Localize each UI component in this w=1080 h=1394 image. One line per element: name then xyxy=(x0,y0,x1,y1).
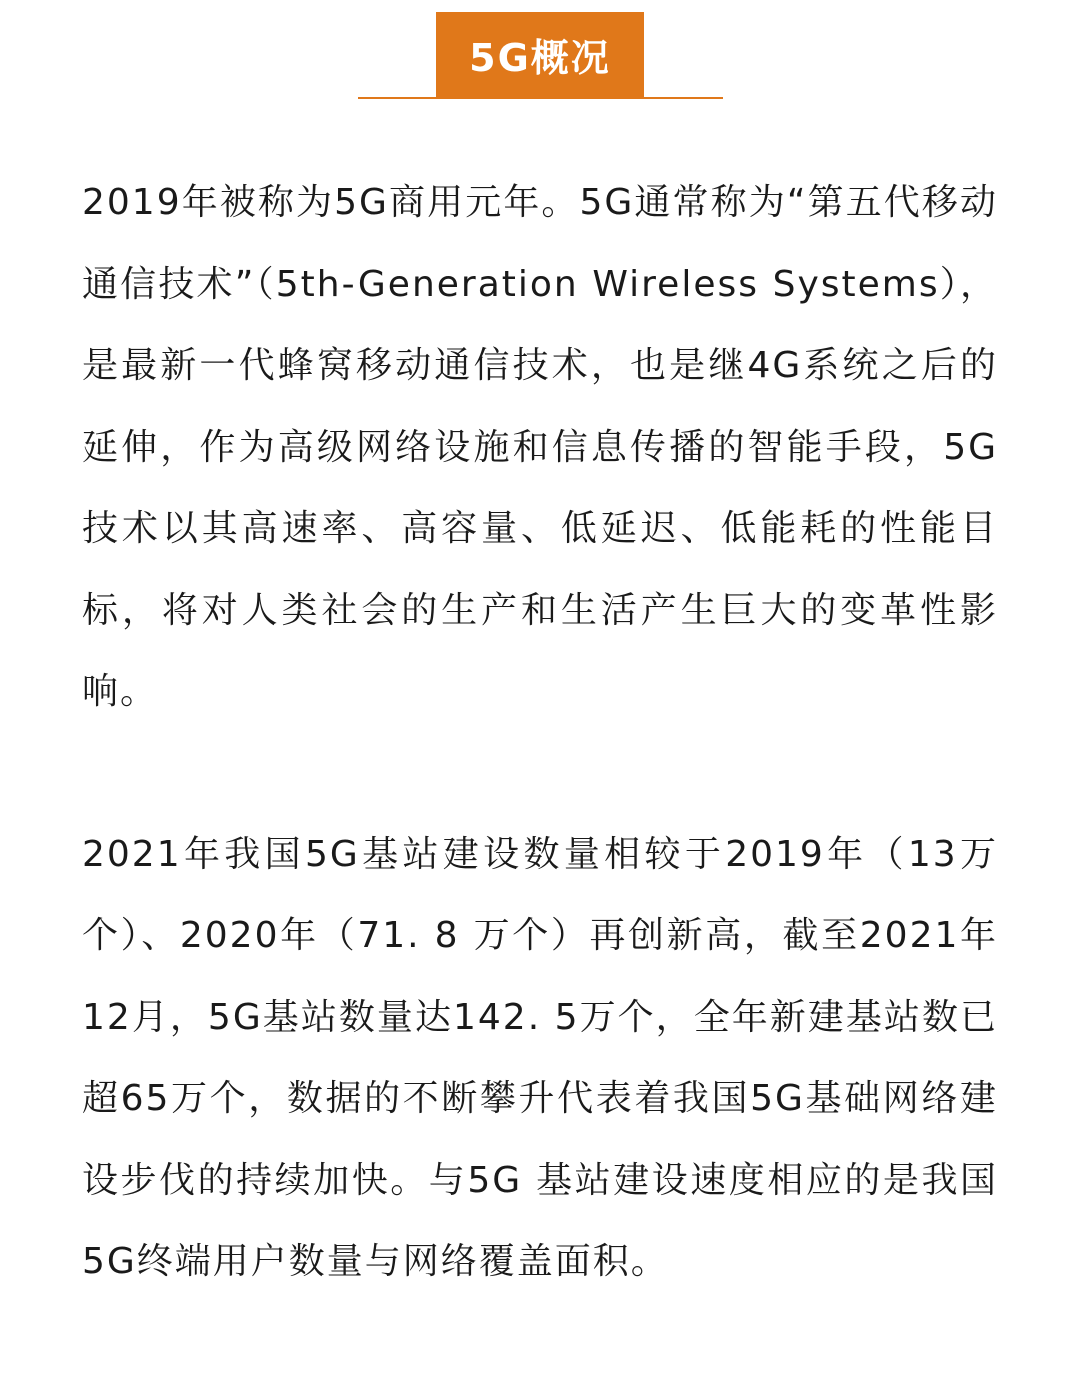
section-header xyxy=(0,0,1080,110)
title-underline xyxy=(358,97,723,99)
paragraph-5g-commercial-year: 2019年被称为5G商用元年。5G通常称为“第五代移动通信技术”（5th-Generation Wireless Systems），是最新一代蜂窝移动通信技术，也是继4G系统之后的延伸，作为高级网络设施和信息传播的智能手段，5G技术以其高速率、高容量、低延迟、低能耗的性能目标，将对人类社会的生产和生活产生巨大的变革性影响。 xyxy=(82,182,998,712)
article-body xyxy=(82,162,998,1303)
paragraph-5g-base-stations: 2021年我国5G基站建设数量相较于2019年（13万个）、2020年（71. 8 万个）再创新高，截至2021年12月，5G基站数量达142. 5万个，全年新建基站数已超65万个，数据的不断攀升代表着我国5G基础网络建设步伐的持续加快。与5G 基站建设速度相应的是我国5G终端用户数量与网络覆盖面积。 xyxy=(82,833,998,1282)
section-title: 5G概况 xyxy=(436,12,644,97)
